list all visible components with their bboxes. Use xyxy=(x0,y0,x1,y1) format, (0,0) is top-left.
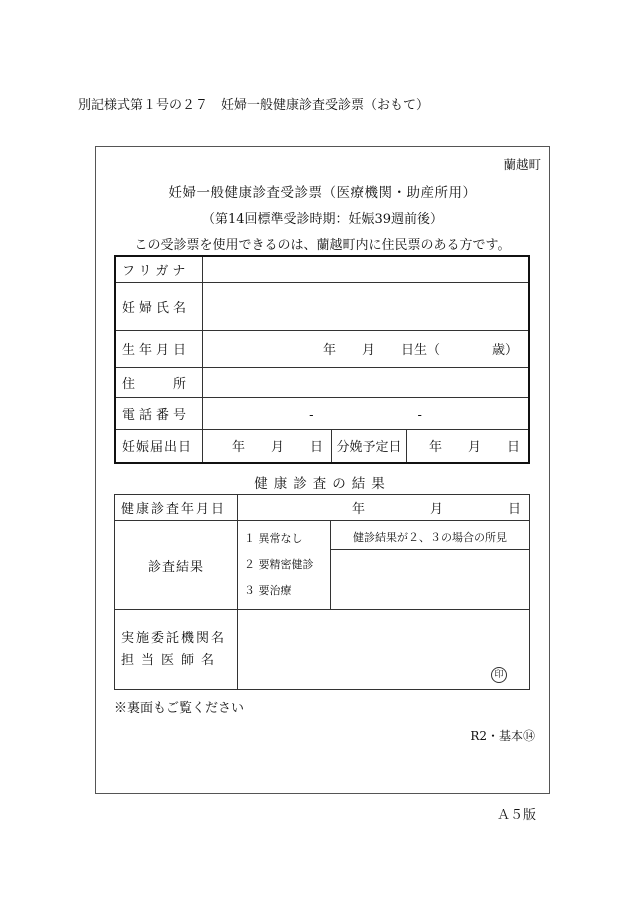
results-table xyxy=(114,494,530,690)
result-option-treatment[interactable]: ３ 要治療 xyxy=(244,584,292,597)
due-date-field[interactable]: 年 月 日 xyxy=(407,429,530,463)
form-header-line: 別記様式第１号の２７ 妊婦一般健康診査受診票（おもて） xyxy=(78,98,430,113)
form-frame xyxy=(95,146,550,794)
form-subtitle: （第14回標準受診時期：妊娠39週前後） xyxy=(201,212,444,227)
result-option-normal[interactable]: １ 異常なし xyxy=(244,532,303,545)
municipality-name: 蘭越町 xyxy=(503,157,541,172)
institution-label: 実施委託機関名 xyxy=(121,630,227,646)
patient-info-table xyxy=(114,255,530,464)
form-version: R2・基本⑭ xyxy=(470,729,535,743)
findings-field[interactable] xyxy=(331,550,530,610)
doctor-label: 担当医師名 xyxy=(121,652,222,668)
phone-field[interactable]: - - xyxy=(203,397,530,429)
exam-date-field[interactable]: 年 月 日 xyxy=(238,495,530,521)
institution-doctor-field[interactable] xyxy=(238,610,530,690)
patient-name-field[interactable] xyxy=(203,282,530,330)
furigana-field[interactable] xyxy=(203,256,530,282)
institution-doctor-labels xyxy=(115,610,238,690)
findings-label: 健診結果が２、３の場合の所見 xyxy=(331,521,530,550)
furigana-label: フリガナ xyxy=(115,256,203,282)
address-label: 住 所 xyxy=(115,367,203,397)
eligibility-notice: この受診票を使用できるのは、蘭越町内に住民票のある方です。 xyxy=(134,238,511,253)
exam-result-options xyxy=(238,521,331,610)
back-side-notice: ※裏面もご覧ください xyxy=(114,701,245,716)
due-date-label: 分娩予定日 xyxy=(332,429,407,463)
results-section-title: 健康診査の結果 xyxy=(254,476,391,492)
result-option-further-exam[interactable]: ２ 要精密健診 xyxy=(244,558,314,571)
form-title: 妊婦一般健康診査受診票（医療機関・助産所用） xyxy=(168,185,477,201)
exam-date-label: 健康診査年月日 xyxy=(115,495,238,521)
seal-mark: 印 xyxy=(491,667,507,683)
dob-field[interactable]: 年 月 日生（ 歳） xyxy=(203,330,530,367)
phone-label: 電話番号 xyxy=(115,397,203,429)
paper-size-label: Ａ５版 xyxy=(496,808,536,823)
address-field[interactable] xyxy=(203,367,530,397)
pregnancy-notice-date-field[interactable]: 年 月 日 xyxy=(203,429,332,463)
exam-result-label: 診査結果 xyxy=(115,521,238,610)
dob-label: 生年月日 xyxy=(115,330,203,367)
pregnancy-notice-date-label: 妊娠届出日 xyxy=(115,429,203,463)
patient-name-label: 妊婦氏名 xyxy=(115,282,203,330)
